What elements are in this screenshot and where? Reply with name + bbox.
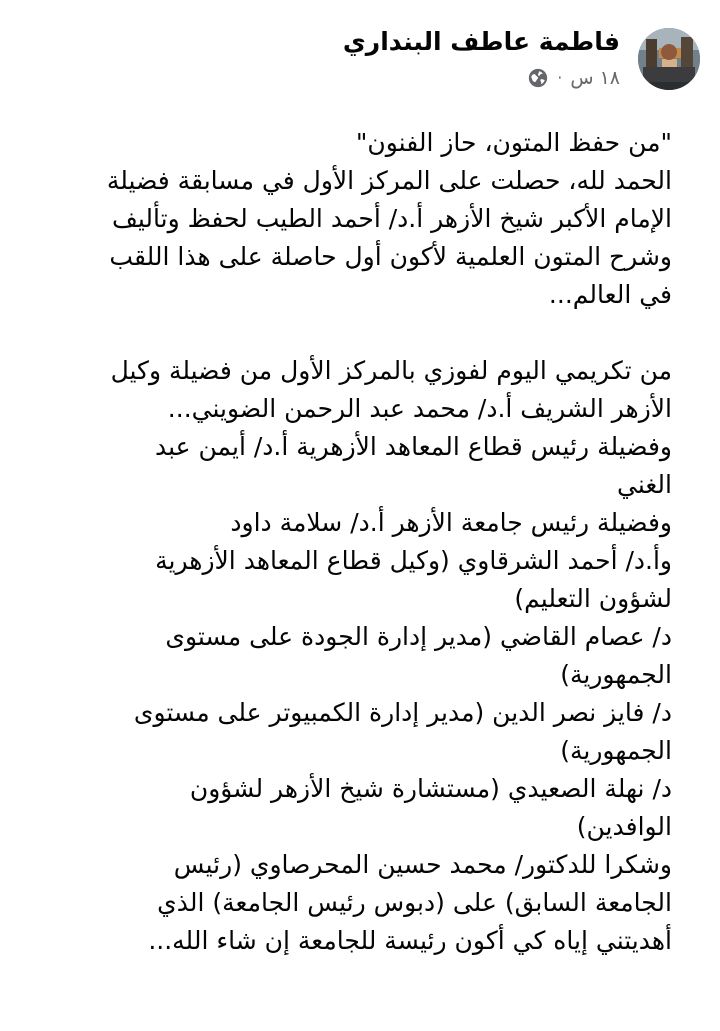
post-line: وفضيلة رئيس قطاع المعاهد الأزهرية أ.د/ أيمن عبد bbox=[154, 432, 672, 461]
post-line: وشرح المتون العلمية لأكون أول حاصلة على هذا اللقب bbox=[109, 242, 672, 271]
post-line: الغني bbox=[616, 470, 672, 499]
post-line: في العالم... bbox=[548, 280, 672, 309]
post-meta bbox=[100, 66, 620, 90]
post-line: الأزهر الشريف أ.د/ محمد عبد الرحمن الضويني... bbox=[167, 394, 672, 423]
author-info bbox=[100, 26, 620, 90]
post-line: أهديتني إياه كي أكون رئيسة للجامعة إن شاء الله... bbox=[148, 926, 672, 955]
post-time[interactable]: ١٨ س bbox=[570, 67, 620, 89]
post-line: وشكرا للدكتور/ محمد حسين المحرصاوي (رئيس bbox=[173, 850, 672, 879]
post-line: لشؤون التعليم) bbox=[514, 584, 672, 613]
post-blank-line bbox=[44, 314, 672, 352]
post-line: "من حفظ المتون، حاز الفنون" bbox=[355, 128, 672, 157]
post-line: الجمهورية) bbox=[560, 660, 672, 689]
profile-photo bbox=[638, 28, 700, 90]
post-line: الوافدين) bbox=[576, 812, 672, 841]
post-text bbox=[44, 124, 672, 960]
profile-avatar[interactable] bbox=[638, 28, 700, 90]
post-line: د/ عصام القاضي (مدير إدارة الجودة على مستوى bbox=[165, 622, 672, 651]
post-line: الحمد لله، حصلت على المركز الأول في مسابقة فضيلة bbox=[106, 166, 672, 195]
post-line: وفضيلة رئيس جامعة الأزهر أ.د/ سلامة داود bbox=[230, 508, 672, 537]
post-header bbox=[20, 20, 700, 104]
post-line: الجامعة السابق) على (دبوس رئيس الجامعة) الذي bbox=[157, 888, 672, 917]
post-line: من تكريمي اليوم لفوزي بالمركز الأول من فضيلة وكيل bbox=[110, 356, 672, 385]
globe-icon[interactable] bbox=[527, 67, 549, 89]
post-line: الجمهورية) bbox=[560, 736, 672, 765]
post-line: د/ فايز نصر الدين (مدير إدارة الكمبيوتر على مستوى bbox=[133, 698, 672, 727]
author-name[interactable]: فاطمة عاطف البنداري bbox=[342, 27, 620, 56]
post-line: د/ نهلة الصعيدي (مستشارة شيخ الأزهر لشؤون bbox=[189, 774, 672, 803]
post-line: وأ.د/ أحمد الشرقاوي (وكيل قطاع المعاهد الأزهرية bbox=[155, 546, 672, 575]
meta-separator: · bbox=[557, 68, 563, 87]
post-line: الإمام الأكبر شيخ الأزهر أ.د/ أحمد الطيب لحفظ وتأليف bbox=[112, 204, 672, 233]
